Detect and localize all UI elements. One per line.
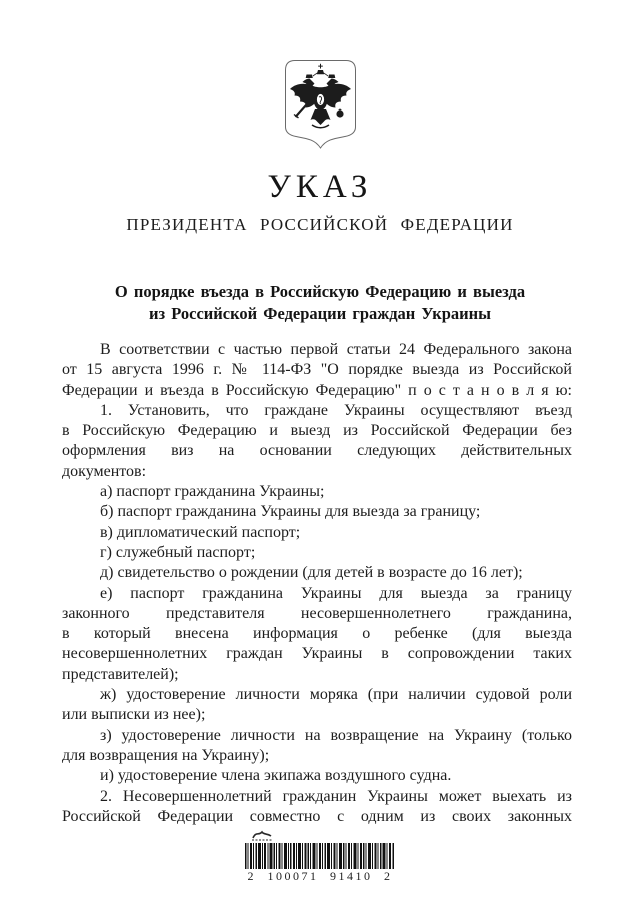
list-item-z: з) удостоверение личности на возвращение на Украину (только [100, 726, 572, 744]
decree-body [62, 340, 572, 827]
list-item-d: д) свидетельство о рождении (для детей в возрасте до 16 лет); [100, 564, 523, 582]
list-item-i: и) удостоверение члена экипажа воздушного судна. [100, 767, 452, 785]
stamp-mark-icon [249, 829, 275, 842]
list-item-v: в) дипломатический паспорт; [100, 523, 301, 541]
text-line: 2. Несовершеннолетний гражданин Украины может выехать из [100, 787, 572, 805]
text-line: представителей); [62, 665, 179, 683]
issuer-title: ПРЕЗИДЕНТА РОССИЙСКОЙ ФЕДЕРАЦИИ [126, 215, 514, 234]
text-line: или выписки из нее); [62, 706, 206, 724]
list-item-zh: ж) удостоверение личности моряка (при наличии судовой роли [100, 686, 572, 704]
text-line: Российской Федерации совместно с одним из своих законных [62, 807, 572, 825]
barcode-icon [245, 843, 395, 869]
document-type-title: УКАЗ [267, 169, 373, 205]
coat-of-arms-icon [282, 57, 359, 152]
text-line: в который внесена информация о ребенке (для выезда [62, 625, 572, 643]
text-line: от 15 августа 1996 г. № 114-ФЗ "О порядке выезда из Российской [62, 361, 572, 379]
text-line: законного представителя несовершеннолетнего гражданина, [62, 604, 572, 622]
text-line: Федерации и въезда в Российскую Федерацию" п о с т а н о в л я ю: [62, 381, 572, 399]
list-item-g: г) служебный паспорт; [100, 543, 256, 561]
text-line: 1. Установить, что граждане Украины осуществляют въезд [100, 401, 572, 419]
list-item-b: б) паспорт гражданина Украины для выезда за границу; [100, 503, 481, 521]
text-line: в Российскую Федерацию и выезд из Российской Федерации без [62, 422, 572, 440]
subject-line-2: из Российской Федерации граждан Украины [148, 304, 492, 323]
barcode-block [235, 829, 405, 884]
subject-line-1: О порядке въезда в Российскую Федерацию и выезда [114, 282, 526, 301]
barcode-digits: 2 100071 91410 2 [247, 869, 393, 884]
list-item-a: а) паспорт гражданина Украины; [100, 483, 325, 501]
text-line: несовершеннолетних граждан Украины в сопровождении таких [62, 645, 572, 663]
text-line: документов: [62, 462, 147, 480]
text-line: В соответствии с частью первой статьи 24 Федерального закона [100, 341, 572, 358]
text-line: для возвращения на Украину); [62, 746, 270, 764]
subject-heading [0, 281, 640, 325]
list-item-e: е) паспорт гражданина Украины для выезда за границу [100, 584, 572, 602]
text-line: оформления виз на основании следующих действительных [62, 442, 572, 460]
